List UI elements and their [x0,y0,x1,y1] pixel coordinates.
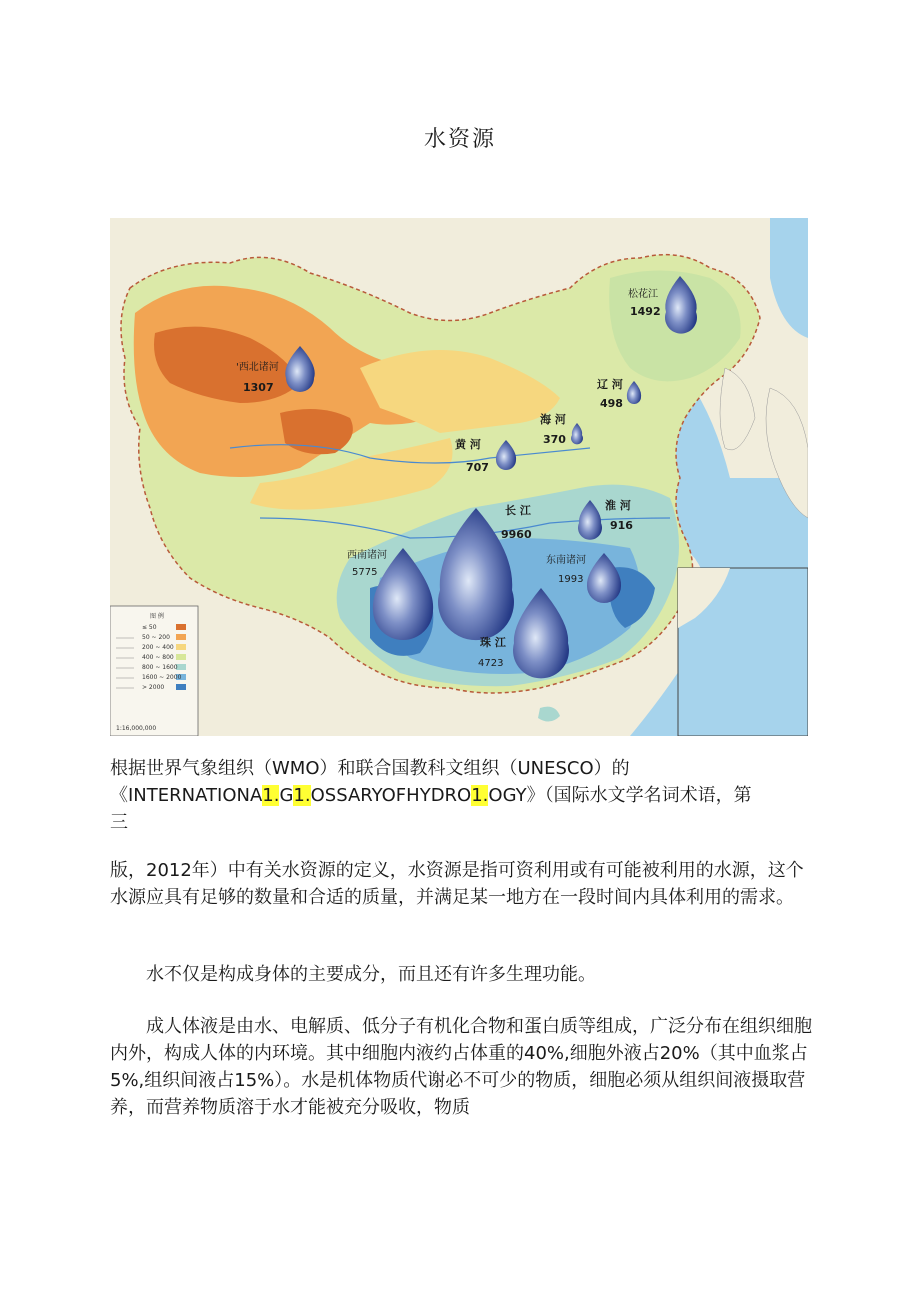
legend-label: > 2000 [142,684,165,691]
region-value: 916 [610,519,633,532]
region-value: 707 [466,461,489,474]
region-label: 长 江 [505,504,531,517]
legend-label: 1600 ~ 2000 [142,674,182,681]
legend-swatch [176,654,186,660]
legend-swatch [176,624,186,630]
legend-swatch [176,644,186,650]
region-label: 辽 河 [597,378,623,391]
region-label: 黄 河 [455,438,481,451]
legend-label: 400 ~ 800 [142,654,174,661]
text-segment: OGY》（国际水文学名词术语，第 [488,785,752,806]
legend-swatch [176,684,186,690]
text-line: 三 [110,812,128,833]
legend-label: 800 ~ 1600 [142,664,178,671]
region-label: 海 河 [540,413,566,426]
region-value: 1492 [630,305,661,318]
legend-label: 200 ~ 400 [142,644,174,651]
legend-swatches [142,624,186,691]
region-label: 珠 江 [480,636,506,649]
region-label: 淮 河 [605,499,631,512]
region-value: 5775 [352,567,378,578]
region-value: 370 [543,433,566,446]
region-value: 4723 [478,658,504,669]
region-value: 498 [600,397,623,410]
map-scale: 1:16,000,000 [116,725,157,732]
region-label: 松花江 [628,289,658,300]
region-value: 9960 [501,528,532,541]
china-water-resources-map [110,218,808,736]
region-label: '西北诸河 [236,362,279,373]
paragraph-definition-intro [110,755,812,836]
text-segment: OSSARYOFHYDRO [310,785,472,806]
highlight-mark: 1. [262,785,280,806]
legend-label: 50 ~ 200 [142,634,170,641]
text-segment: G [279,785,294,806]
paragraph-functions: 水不仅是构成身体的主要成分，而且还有许多生理功能。 [146,964,596,985]
legend-label: ≤ 50 [142,624,157,631]
region-label: 东南诸河 [546,555,586,566]
highlight-mark: 1. [293,785,311,806]
text-segment: 《INTERNATIONA [110,785,263,806]
region-value: 1993 [558,574,584,585]
text-line: 根据世界气象组织（WMO）和联合国教科文组织（UNESCO）的 [110,758,630,779]
legend-title: 图 例 [150,613,164,620]
region-label: 西南诸河 [347,550,387,561]
page-title: 水资源 [423,127,496,152]
legend-swatch [176,634,186,640]
region-value: 1307 [243,381,274,394]
paragraph-definition: 版，2012年）中有关水资源的定义，水资源是指可资利用或有可能被利用的水源，这个水源应具有足够的数量和合适的质量，并满足某一地方在一段时间内具体利用的需求。 [110,860,804,908]
paragraph-body-fluid: 成人体液是由水、电解质、低分子有机化合物和蛋白质等组成，广泛分布在组织细胞内外，构成人体的内环境。其中细胞内液约占体重的40%,细胞外液占20%（其中血浆占5%,组织间液占15%）。水是机体物质代谢必不可少的物质，细胞必须从组织间液摄取营养，而营养物质溶于水才能被充分吸收，物质 [110,1016,812,1118]
highlight-mark: 1. [471,785,489,806]
